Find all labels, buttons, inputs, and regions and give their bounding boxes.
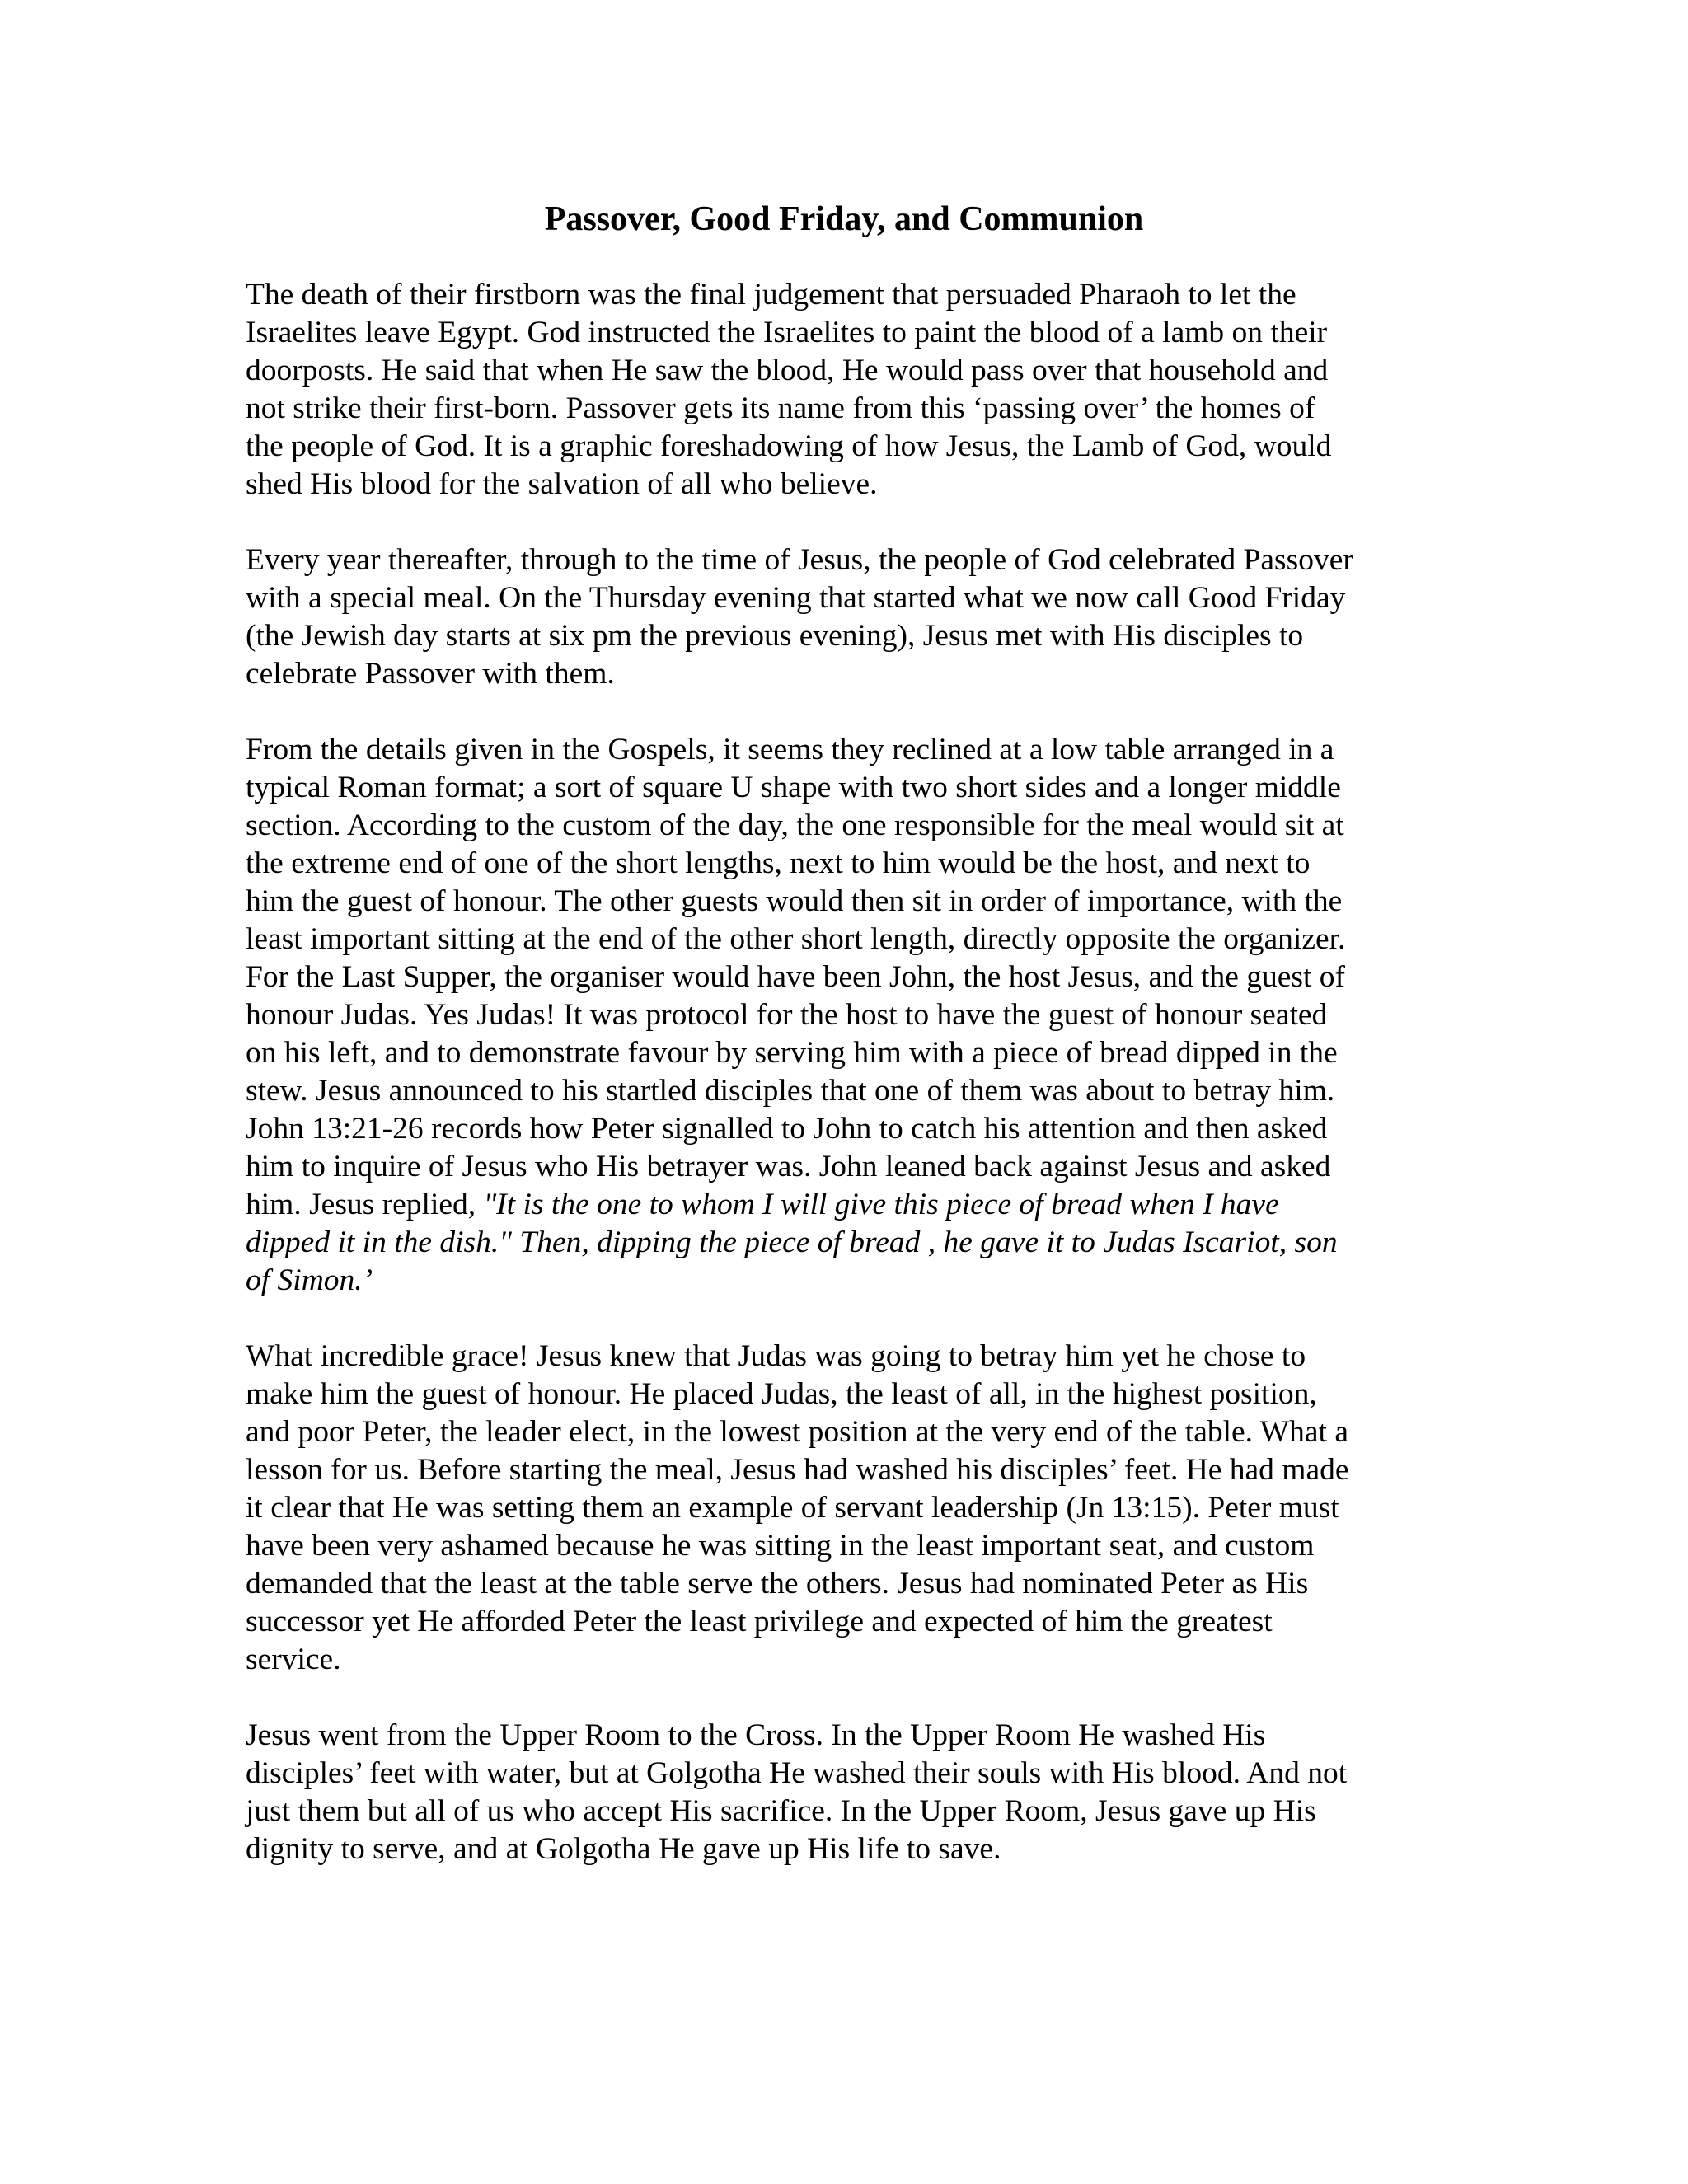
text-line: Israelites leave Egypt. God instructed the Israelites to paint the blood of a lamb on their [246, 316, 1328, 349]
text-line: not strike their first-born. Passover gets its name from this ‘passing over’ the homes of [246, 391, 1315, 425]
text-line: him the guest of honour. The other guests would then sit in order of importance, with the [246, 884, 1343, 918]
text-line: and poor Peter, the leader elect, in the lowest position at the very end of the table. What a [246, 1415, 1348, 1449]
text-line: honour Judas. Yes Judas! It was protocol for the host to have the guest of honour seated [246, 998, 1328, 1032]
text-line: The death of their firstborn was the final judgement that persuaded Pharaoh to let the [246, 278, 1296, 312]
text-line: just them but all of us who accept His sacrifice. In the Upper Room, Jesus gave up His [246, 1794, 1316, 1828]
document-title: Passover, Good Friday, and Communion [544, 200, 1144, 238]
text-line: doorposts. He said that when He saw the blood, He would pass over that household and [246, 354, 1329, 387]
text-line: dignity to serve, and at Golgotha He gave up His life to save. [246, 1832, 1001, 1866]
text-line: on his left, and to demonstrate favour by serving him with a piece of bread dipped in the [246, 1036, 1338, 1070]
text-line: the extreme end of one of the short lengths, next to him would be the host, and next to [246, 846, 1311, 880]
quote-intro-text: him. Jesus replied, [246, 1188, 484, 1221]
text-line: (the Jewish day starts at six pm the previous evening), Jesus met with His disciples to [246, 619, 1304, 653]
scripture-quote-line: dipped it in the dish." Then, dipping the piece of bread , he gave it to Judas Iscariot, son [246, 1226, 1338, 1259]
text-line: demanded that the least at the table serve the others. Jesus had nominated Peter as His [246, 1567, 1309, 1601]
text-line: For the Last Supper, the organiser would have been John, the host Jesus, and the guest of [246, 960, 1346, 994]
text-line: section. According to the custom of the day, the one responsible for the meal would sit at [246, 808, 1344, 842]
text-line: it clear that He was setting them an example of servant leadership (Jn 13:15). Peter must [246, 1491, 1339, 1525]
paragraph-passover-origin [246, 276, 1449, 504]
text-line: What incredible grace! Jesus knew that Judas was going to betray him yet he chose to [246, 1339, 1306, 1373]
text-line-with-quote [246, 1186, 1449, 1224]
text-line: celebrate Passover with them. [246, 657, 615, 691]
text-line: shed His blood for the salvation of all who believe. [246, 467, 878, 501]
text-line: service. [246, 1643, 341, 1676]
text-line: lesson for us. Before starting the meal, Jesus had washed his disciples’ feet. He had made [246, 1453, 1349, 1487]
text-line: disciples’ feet with water, but at Golgotha He washed their souls with His blood. And not [246, 1756, 1348, 1790]
text-line: with a special meal. On the Thursday evening that started what we now call Good Friday [246, 581, 1346, 615]
text-line: have been very ashamed because he was sitting in the least important seat, and custom [246, 1529, 1315, 1563]
text-line: make him the guest of honour. He placed Judas, the least of all, in the highest position, [246, 1377, 1317, 1411]
text-line: successor yet He afforded Peter the least privilege and expected of him the greatest [246, 1605, 1273, 1638]
text-line: him to inquire of Jesus who His betrayer was. John leaned back against Jesus and asked [246, 1150, 1331, 1183]
text-line: least important sitting at the end of the other short length, directly opposite the organizer. [246, 922, 1346, 956]
text-line: From the details given in the Gospels, it seems they reclined at a low table arranged in a [246, 733, 1334, 766]
document-body [246, 276, 1449, 1906]
text-line: Every year thereafter, through to the time of Jesus, the people of God celebrated Passover [246, 543, 1353, 577]
paragraph-upper-room-to-cross [246, 1717, 1449, 1868]
text-line: the people of God. It is a graphic foreshadowing of how Jesus, the Lamb of God, would [246, 429, 1332, 463]
text-line: stew. Jesus announced to his startled disciples that one of them was about to betray him. [246, 1074, 1335, 1108]
paragraph-passover-meal [246, 541, 1449, 693]
scripture-quote-line: of Simon.’ [246, 1263, 373, 1297]
paragraph-incredible-grace [246, 1338, 1449, 1679]
scripture-quote: "It is the one to whom I will give this piece of bread when I have [483, 1188, 1279, 1221]
text-line: typical Roman format; a sort of square U shape with two short sides and a longer middle [246, 771, 1341, 804]
text-line: Jesus went from the Upper Room to the Cross. In the Upper Room He washed His [246, 1718, 1266, 1752]
paragraph-last-supper [246, 731, 1449, 1300]
text-line: John 13:21-26 records how Peter signalled to John to catch his attention and then asked [246, 1112, 1328, 1146]
